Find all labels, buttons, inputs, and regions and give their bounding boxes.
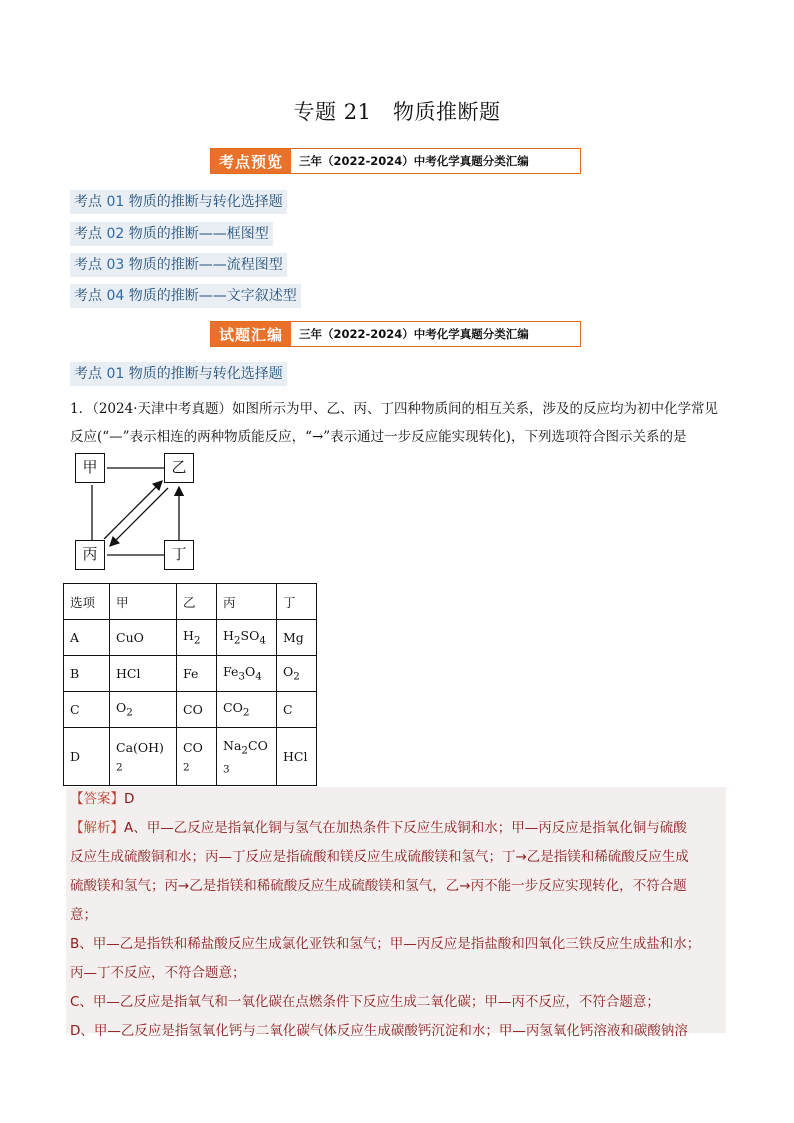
toc-item-2[interactable] bbox=[70, 222, 273, 246]
yi-cell: CO bbox=[177, 692, 217, 728]
toc-text: 物质的推断——框图型 bbox=[128, 226, 269, 242]
node-jia: 甲 bbox=[75, 453, 105, 483]
toc-number: 04 bbox=[106, 288, 125, 304]
banner-subtitle: 三年（2022-2024）中考化学真题分类汇编 bbox=[299, 327, 529, 341]
ding-cell: C bbox=[277, 692, 317, 728]
analysis-line: C、甲—乙反应是指氧气和一氧化碳在点燃条件下反应生成二氧化碳；甲—丙不反应，不符合题意； bbox=[70, 994, 660, 1010]
header-cell: 乙 bbox=[177, 584, 217, 620]
analysis-line: D、甲—乙反应是指氢氧化钙与二氧化碳气体反应生成碳酸钙沉淀和水；甲—丙氢氧化钙溶液和碳酸钠溶 bbox=[70, 1023, 688, 1039]
section-banner-preview bbox=[210, 148, 581, 174]
analysis-line: 丙—丁不反应，不符合题意； bbox=[70, 965, 246, 981]
option-cell: B bbox=[64, 656, 110, 692]
yi-cell: $H_2$ bbox=[177, 620, 217, 656]
node-ding: 丁 bbox=[164, 540, 194, 570]
toc-prefix: 考点 bbox=[74, 257, 102, 273]
option-cell: A bbox=[64, 620, 110, 656]
header-cell: 丙 bbox=[217, 584, 277, 620]
toc-text: 物质的推断——流程图型 bbox=[128, 257, 283, 273]
section-heading bbox=[70, 362, 287, 386]
node-yi: 乙 bbox=[164, 453, 194, 483]
jia-cell: CuO bbox=[110, 620, 177, 656]
analysis-block bbox=[70, 814, 730, 1046]
table-row bbox=[64, 620, 317, 656]
analysis-line: 【解析】A、甲—乙反应是指氧化铜与氢气在加热条件下反应生成铜和水；甲—丙反应是指氧化铜与硫酸 bbox=[70, 820, 687, 836]
jia-cell: $O_2$ bbox=[110, 692, 177, 728]
toc-number: 03 bbox=[106, 257, 125, 273]
answer-label: 【答案】 bbox=[70, 791, 124, 807]
header-cell: 选项 bbox=[64, 584, 110, 620]
banner-tag: 试题汇编 bbox=[211, 322, 291, 346]
table-row bbox=[64, 656, 317, 692]
node-bing: 丙 bbox=[75, 540, 105, 570]
section-prefix: 考点 bbox=[74, 366, 102, 382]
arrow-yi-bing bbox=[110, 488, 168, 546]
header-cell: 丁 bbox=[277, 584, 317, 620]
banner-tag: 考点预览 bbox=[211, 149, 291, 173]
toc-text: 物质的推断——文字叙述型 bbox=[128, 288, 297, 304]
analysis-line: 反应生成硫酸铜和水；丙—丁反应是指硫酸和镁反应生成硫酸镁和氢气；丁→乙是指镁和稀硫酸反应生成 bbox=[70, 849, 689, 865]
bing-cell: $Na_2CO$ $_3$ bbox=[217, 728, 277, 786]
ding-cell: HCl bbox=[277, 728, 317, 786]
option-cell: D bbox=[64, 728, 110, 786]
analysis-line: 硫酸镁和氢气；丙→乙是指镁和稀硫酸反应生成硫酸镁和氢气，乙→丙不能一步反应实现转化，不符合题 bbox=[70, 878, 687, 894]
analysis-line: B、甲—乙是指铁和稀盐酸反应生成氯化亚铁和氢气；甲—丙反应是指盐酸和四氧化三铁反应生成盐和水； bbox=[70, 936, 701, 952]
toc-text: 物质的推断与转化选择题 bbox=[128, 194, 283, 210]
bing-cell: $Fe_3O_4$ bbox=[217, 656, 277, 692]
toc-item-3[interactable] bbox=[70, 253, 287, 277]
ding-cell: Mg bbox=[277, 620, 317, 656]
toc-prefix: 考点 bbox=[74, 288, 102, 304]
answer-value: D bbox=[124, 791, 135, 807]
bing-cell: $CO_2$ bbox=[217, 692, 277, 728]
table-header-row bbox=[64, 584, 317, 620]
section-text: 物质的推断与转化选择题 bbox=[128, 366, 283, 382]
toc-item-1[interactable] bbox=[70, 190, 287, 214]
yi-cell: Fe bbox=[177, 656, 217, 692]
bing-cell: $H_2SO_4$ bbox=[217, 620, 277, 656]
toc-number: 01 bbox=[106, 194, 125, 210]
toc-prefix: 考点 bbox=[74, 226, 102, 242]
toc-prefix: 考点 bbox=[74, 194, 102, 210]
arrow-bing-yi bbox=[104, 481, 162, 539]
question-text: 1．（2024·天津中考真题）如图所示为甲、乙、丙、丁四种物质间的相互关系，涉及的反应均为初中化学常见反应(“—”表示相连的两种物质能反应，“→”表示通过一步反应能实现转化)，下列选项符合图示关系的是 bbox=[70, 401, 718, 445]
option-cell: C bbox=[64, 692, 110, 728]
analysis-line: 意； bbox=[70, 907, 97, 923]
options-table bbox=[63, 583, 317, 786]
table-row bbox=[64, 728, 317, 786]
toc-item-4[interactable] bbox=[70, 284, 301, 308]
banner-subtitle: 三年（2022-2024）中考化学真题分类汇编 bbox=[299, 154, 529, 168]
yi-cell: CO $_2$ bbox=[177, 728, 217, 786]
page-title: 专题 21 物质推断题 bbox=[293, 100, 501, 124]
jia-cell: Ca(OH) $_2$ bbox=[110, 728, 177, 786]
jia-cell: HCl bbox=[110, 656, 177, 692]
table-row bbox=[64, 692, 317, 728]
answer-line bbox=[70, 785, 730, 814]
analysis-label: 【解析】 bbox=[70, 820, 124, 836]
section-banner-questions bbox=[210, 321, 581, 347]
toc-number: 02 bbox=[106, 226, 125, 242]
header-cell: 甲 bbox=[110, 584, 177, 620]
section-number: 01 bbox=[106, 366, 125, 382]
ding-cell: $O_2$ bbox=[277, 656, 317, 692]
